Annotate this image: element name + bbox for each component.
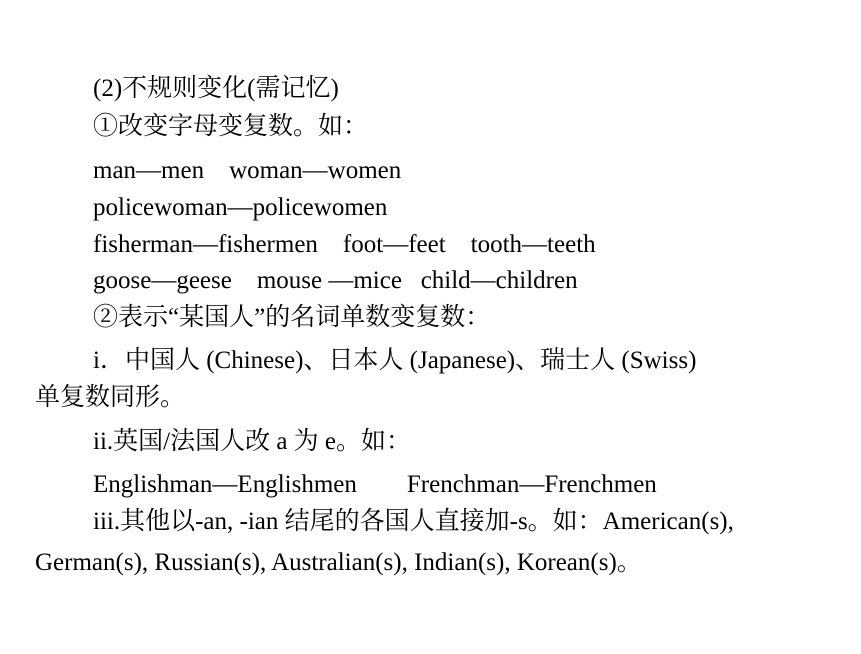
example-line-4: goose—geese mouse —mice child—children [93,267,578,294]
rule-change-letters: ①改变字母变复数。如： [93,113,369,140]
nationality-rule-ii: ii.英国/法国人改 a 为 e。如： [93,428,412,455]
nationality-rule-i: i．中国人 (Chinese)、日本人 (Japanese)、瑞士人 (Swiss) [93,347,697,374]
heading-irregular-plural: (2)不规则变化(需记忆) [93,75,339,102]
nationality-rule-iii-continued: German(s), Russian(s), Australian(s), Indian(s), Korean(s)。 [35,549,642,576]
example-line-3: fisherman—fishermen foot—feet tooth—teeth [93,231,596,258]
example-line-2: policewoman—policewomen [93,194,388,221]
rule-nationality: ②表示“某国人”的名词单数变复数： [93,304,491,331]
nationality-rule-i-continued: 单复数同形。 [35,384,186,411]
nationality-example-ii: Englishman—Englishmen Frenchman—Frenchmen [93,471,657,498]
nationality-rule-iii: iii.其他以-an, -ian 结尾的各国人直接加-s。如：American(s), [93,508,734,535]
example-line-1: man—men woman—women [93,157,402,184]
